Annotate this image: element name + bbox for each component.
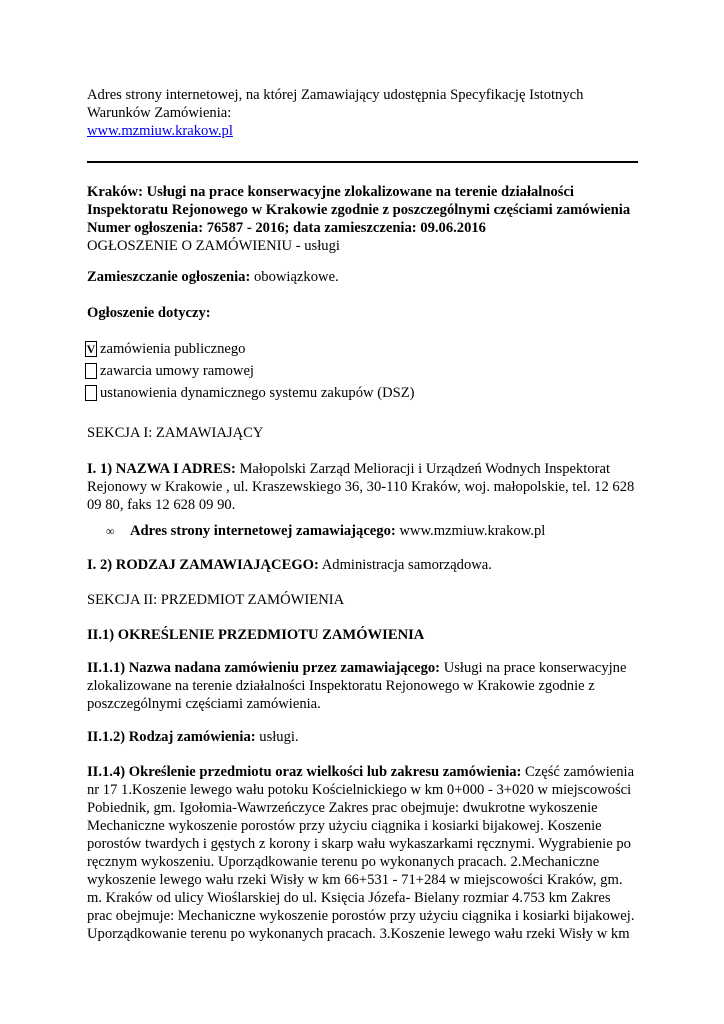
notice-title (87, 183, 647, 255)
checkbox-unchecked[interactable] (85, 385, 97, 401)
contract-name-block (87, 659, 647, 713)
spec-url-intro (87, 86, 647, 140)
intro-line-1: Adres strony internetowej, na której Zamawiający udostępnia Specyfikację Istotnych (87, 87, 584, 103)
contract-name-line-2: zlokalizowane na terenie działalności Inspektoratu Rejonowego w Krakowie zgodnie z (87, 678, 595, 694)
name-address-line-1: Małopolski Zarząd Melioracji i Urządzeń Wodnych Inspektorat (235, 461, 611, 477)
spec-url-link[interactable]: www.mzmiuw.krakow.pl (87, 123, 233, 139)
placement-row (87, 268, 647, 286)
checkbox-checked[interactable]: V (86, 342, 96, 356)
intro-line-2: Warunków Zamówienia: (87, 105, 232, 121)
website-label: Adres strony internetowej zamawiającego: (130, 523, 396, 539)
scope-line: wykoszenie lewego wału rzeki Wisły w km 66+531 - 71+284 w miejscowości Kraków, gm. (87, 872, 623, 888)
option-framework-agreement[interactable] (85, 362, 254, 380)
horizontal-rule (87, 161, 638, 163)
option-public-procurement[interactable] (85, 340, 245, 358)
scope-line: prac obejmuje: Mechaniczne wykoszenie porostów przy użyciu ciągnika i kosiarki bijakowej. (87, 908, 635, 924)
subject-definition-heading: II.1) OKREŚLENIE PRZEDMIOTU ZAMÓWIENIA (87, 627, 425, 643)
contract-name-line-3: poszczególnymi częściami zamówienia. (87, 696, 321, 712)
scope-line: porostów twardych i gęstych z korony i skarp wału wykaszarkami ręcznymi. Wygrabienie po (87, 836, 631, 852)
contract-kind-value: usługi. (255, 729, 299, 745)
name-address-line-2: Rejonowy w Krakowie , ul. Kraszewskiego 36, 30-110 Kraków, woj. małopolskie, tel. 12 628 (87, 479, 635, 495)
name-address-line-3: 09 80, faks 12 628 09 90. (87, 497, 236, 513)
scope-line: Uporządkowanie terenu po wykonanych pracach. 3.Koszenie lewego wału rzeki Wisły w km (87, 926, 630, 942)
name-address-label: I. 1) NAZWA I ADRES: (87, 461, 236, 477)
section-1-heading: SEKCJA I: ZAMAWIAJĄCY (87, 425, 264, 441)
option-label: zawarcia umowy ramowej (100, 363, 254, 379)
scope-label: II.1.4) Określenie przedmiotu oraz wielkości lub zakresu zamówienia: (87, 764, 522, 780)
scope-block (87, 763, 647, 943)
contracting-authority-address (87, 460, 647, 514)
contract-kind-row (87, 728, 647, 746)
contract-name-label: II.1.1) Nazwa nadana zamówieniu przez zamawiającego: (87, 660, 441, 676)
scope-line: nr 17 1.Koszenie lewego wału potoku Kościelnickiego w km 0+000 - 3+020 w miejscowości (87, 782, 632, 798)
authority-type-row (87, 556, 647, 574)
concerns-label: Ogłoszenie dotyczy: (87, 305, 211, 321)
section-2-heading: SEKCJA II: PRZEDMIOT ZAMÓWIENIA (87, 592, 345, 608)
option-label: ustanowienia dynamicznego systemu zakupów (DSZ) (100, 385, 415, 401)
option-label: zamówienia publicznego (100, 341, 246, 357)
website-bullet-row (106, 522, 545, 540)
placement-value: obowiązkowe. (250, 269, 339, 285)
title-line-2: Inspektoratu Rejonowego w Krakowie zgodnie z poszczególnymi częściami zamówienia (87, 202, 631, 218)
website-value: www.mzmiuw.krakow.pl (395, 523, 546, 539)
title-line-1: Kraków: Usługi na prace konserwacyjne zlokalizowane na terenie działalności (87, 184, 574, 200)
placement-label: Zamieszczanie ogłoszenia: (87, 269, 251, 285)
option-dynamic-purchasing[interactable] (85, 384, 415, 402)
checkbox-unchecked[interactable] (85, 363, 97, 379)
scope-line: m. Kraków od ulicy Wioślarskiej do ul. Księcia Józefa- Bielany rozmiar 4.753 km Zakres (87, 890, 611, 906)
contract-name-line-1: Usługi na prace konserwacyjne (440, 660, 627, 676)
authority-type-label: I. 2) RODZAJ ZAMAWIAJĄCEGO: (87, 557, 319, 573)
scope-line: Pobiednik, gm. Igołomia-Wawrzeńczyce Zakres prac obejmuje: dwukrotne wykoszenie (87, 800, 598, 816)
contract-kind-label: II.1.2) Rodzaj zamówienia: (87, 729, 256, 745)
authority-type-value: Administracja samorządowa. (318, 557, 492, 573)
scope-line: Mechaniczne wykoszenie porostów przy użyciu ciągnika i kosiarki bijakowej. Koszenie (87, 818, 602, 834)
scope-line: ręcznym wykoszeniu. Uporządkowanie terenu po wykonanych pracach. 2.Mechaniczne (87, 854, 600, 870)
notice-type-line: OGŁOSZENIE O ZAMÓWIENIU - usługi (87, 238, 340, 254)
scope-line-1: Część zamówienia (521, 764, 635, 780)
bullet-icon: ∞ (106, 524, 115, 538)
notice-number-line: Numer ogłoszenia: 76587 - 2016; data zamieszczenia: 09.06.2016 (87, 220, 486, 236)
